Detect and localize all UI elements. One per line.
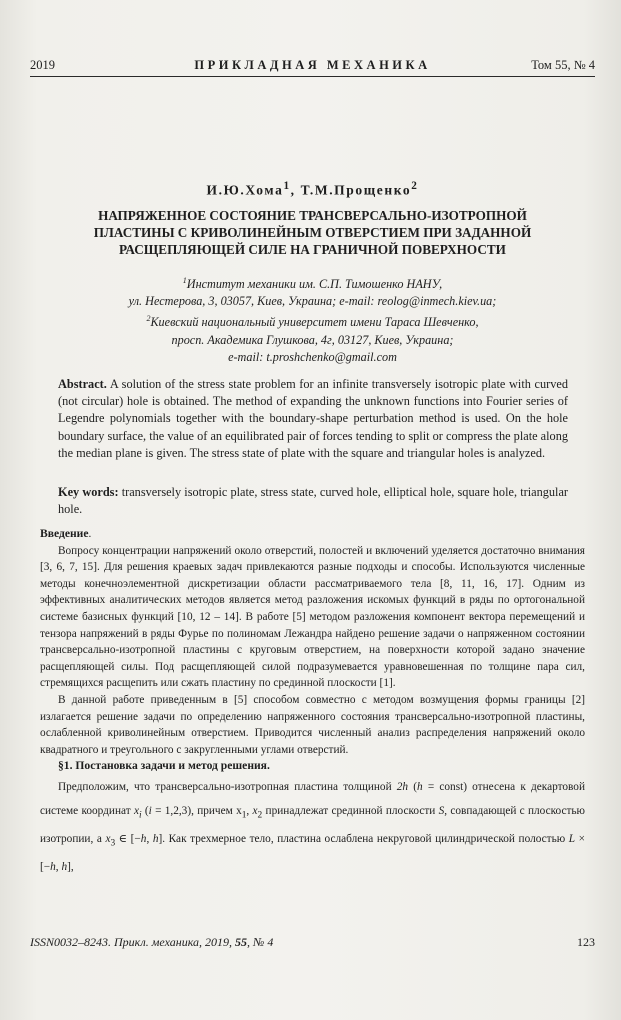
abstract-text: A solution of the stress state problem for an infinite transversely isotropic plate with curved (not circular) hole is obtained. The method of expanding the unknown functions into Fourier series of Legendre polynomials together with the boundary-shape perturbation method is used. On the hole boundary surface, the value of an equilibrated pair of forces tending to split or compress the plate along the median plane is given. The stress state of plate with the square and triangular holes is analyzed.: [58, 377, 568, 460]
keywords-text: transversely isotropic plate, stress state, curved hole, elliptical hole, square hole, triangular hole.: [58, 485, 568, 517]
title-line: НАПРЯЖЕННОЕ СОСТОЯНИЕ ТРАНСВЕРСАЛЬНО-ИЗОТРОПНОЙ: [98, 208, 527, 223]
affiliation-line: $^1$Институт механики им. С.П. Тимошенко НАНУ,: [182, 276, 443, 292]
header-year: 2019: [30, 58, 55, 72]
header-rule: [30, 76, 595, 77]
footer-citation: ISSN0032–8243. Прикл. механика, 2019, 55, № 4: [30, 935, 274, 949]
author-1: И.Ю.Хома: [206, 182, 284, 198]
authors: [30, 180, 595, 199]
body-text: [40, 526, 585, 879]
paragraph: Предположим, что трансверсально-изотропная пластина толщиной 2h (h = const) отнесена к декартовой системе координат $x_i$ (i = 1,2,3), причем $x_1$, $x_2$ принадлежат срединной плоскости S, совпадающей с плоскостью изотропии, а $x_3$ ∈ [−h, h]. Как трехмерное тело, пластина ослаблена некруговой цилиндрической полостью L × [−h, h],: [40, 780, 586, 874]
header-volume: Том 55, № 4: [531, 58, 595, 72]
page-number: 123: [577, 935, 595, 949]
affiliation-line: e-mail: t.proshchenko@gmail.com: [228, 349, 397, 364]
header-journal-title: ПРИКЛАДНАЯ МЕХАНИКА: [194, 58, 431, 72]
paper-title: [40, 207, 585, 258]
affiliation-line: $^2$Киевский национальный университет имени Тараса Шевченко,: [146, 314, 479, 330]
title-line: ПЛАСТИНЫ С КРИВОЛИНЕЙНЫМ ОТВЕРСТИЕМ ПРИ ЗАДАННОЙ: [93, 225, 532, 240]
affiliation-line: просп. Академика Глушкова, 4г, 03127, Киев, Украина;: [171, 332, 454, 347]
paragraph: Вопросу концентрации напряжений около отверстий, полостей и включений уделяется достаточно внимания [3, 6, 7, 15]. Для решения краевых задач привлекаются разные подходы и способы. Используются численные методы конечноэлементной дискретизации области рассматриваемого тела [8, 11, 16, 17]. Одним из эффективных аналитических методов является метод разложения искомых функций в ряды по ортогональной системе базисных функций [10, 12 – 14]. В работе [5] методом разложения компонент вектора перемещений и тензора напряжений в ряды Фурье по полиномам Лежандра найдено решение задачи о напряженном состоянии трансверсально-изотропной пластины с круговым отверстием, на поверхности которой задано значение расщепляющей силы. Под расщепляющей силой подразумевается уравновешенная по толщине пара сил, стремящихся расщепить или сжать пластину по срединной плоскости [1].: [40, 544, 585, 690]
author-2: Т.М.Прощенко: [300, 182, 412, 198]
keywords-label: Key words:: [58, 485, 119, 499]
author-separator: ,: [290, 182, 301, 198]
section-heading: §1. Постановка задачи и метод решения.: [58, 759, 270, 773]
page-footer: [30, 935, 595, 953]
affiliations: [70, 272, 555, 366]
keywords: [58, 484, 568, 518]
title-line: РАСЩЕПЛЯЮЩЕЙ СИЛЕ НА ГРАНИЧНОЙ ПОВЕРХНОСТИ: [119, 242, 506, 257]
affiliation-sup: 1: [182, 276, 187, 285]
running-header: [30, 58, 595, 76]
author-2-sup: 2: [411, 180, 419, 192]
abstract-label: Abstract.: [58, 377, 107, 391]
abstract: [58, 376, 568, 462]
author-1-sup: 1: [283, 180, 291, 192]
affiliation-line: ул. Нестерова, 3, 03057, Киев, Украина; e-mail: reolog@inmech.kiev.ua;: [128, 294, 497, 309]
intro-heading: Введение.: [40, 527, 92, 540]
affiliation-sup: 2: [146, 314, 151, 324]
paragraph: В данной работе приведенным в [5] способом совместно с методом возмущения формы границы [2] излагается решение задачи по определению напряженного состояния трансверсально-изотропной пластины, ослабленной криволинейным отверстием. Приводится численный анализ распределения напряжений около квадратного и треугольного с закругленными углами отверстий.: [40, 693, 585, 756]
